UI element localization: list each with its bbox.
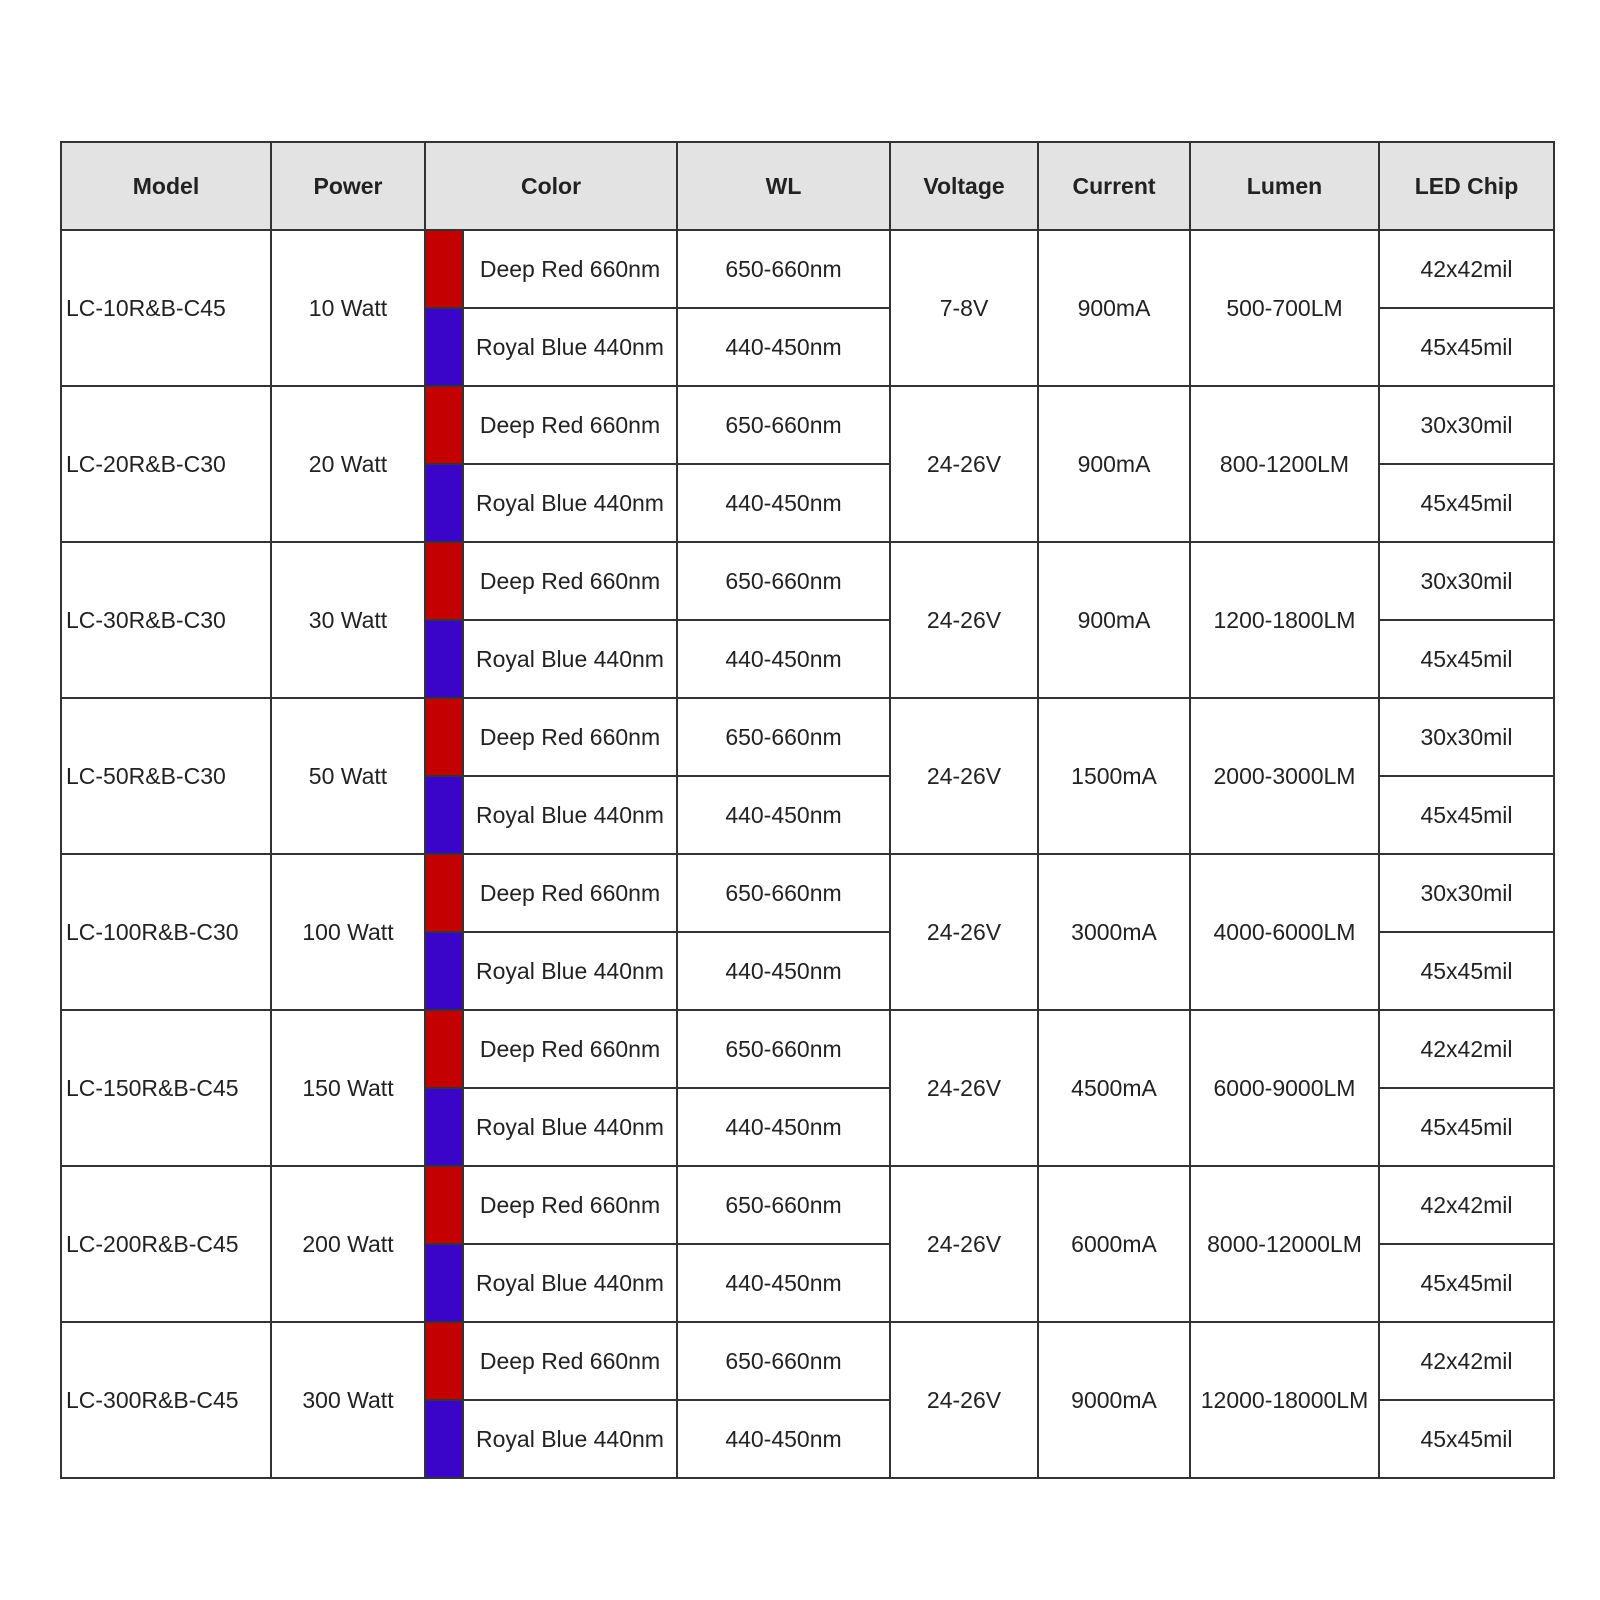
model-cell: LC-100R&B-C30 (61, 854, 271, 1010)
led-chip-cell: 30x30mil (1379, 542, 1554, 620)
wl-cell: 440-450nm (677, 776, 890, 854)
led-chip-cell: 42x42mil (1379, 1010, 1554, 1088)
power-cell: 300 Watt (271, 1322, 425, 1478)
led-chip-cell: 45x45mil (1379, 776, 1554, 854)
table-row (61, 1166, 1554, 1244)
model-cell: LC-10R&B-C45 (61, 230, 271, 386)
led-chip-cell: 30x30mil (1379, 698, 1554, 776)
voltage-cell: 7-8V (890, 230, 1038, 386)
power-cell: 100 Watt (271, 854, 425, 1010)
led-chip-cell: 30x30mil (1379, 386, 1554, 464)
royal-blue-swatch (425, 308, 463, 386)
wl-cell: 650-660nm (677, 854, 890, 932)
header-row (61, 142, 1554, 230)
wl-cell: 650-660nm (677, 698, 890, 776)
led-chip-cell: 30x30mil (1379, 854, 1554, 932)
color-cell: Royal Blue 440nm (463, 464, 677, 542)
color-cell: Royal Blue 440nm (463, 776, 677, 854)
royal-blue-swatch (425, 620, 463, 698)
color-cell: Royal Blue 440nm (463, 932, 677, 1010)
led-chip-cell: 45x45mil (1379, 932, 1554, 1010)
voltage-cell: 24-26V (890, 386, 1038, 542)
wl-cell: 440-450nm (677, 1088, 890, 1166)
color-cell: Deep Red 660nm (463, 1010, 677, 1088)
header-power: Power (271, 142, 425, 230)
voltage-cell: 24-26V (890, 1322, 1038, 1478)
deep-red-swatch (425, 698, 463, 776)
color-cell: Royal Blue 440nm (463, 1400, 677, 1478)
voltage-cell: 24-26V (890, 542, 1038, 698)
wl-cell: 650-660nm (677, 1010, 890, 1088)
royal-blue-swatch (425, 1400, 463, 1478)
lumen-cell: 6000-9000LM (1190, 1010, 1379, 1166)
lumen-cell: 2000-3000LM (1190, 698, 1379, 854)
wl-cell: 650-660nm (677, 386, 890, 464)
power-cell: 30 Watt (271, 542, 425, 698)
royal-blue-swatch (425, 1244, 463, 1322)
royal-blue-swatch (425, 1088, 463, 1166)
color-cell: Deep Red 660nm (463, 698, 677, 776)
wl-cell: 440-450nm (677, 308, 890, 386)
deep-red-swatch (425, 854, 463, 932)
lumen-cell: 12000-18000LM (1190, 1322, 1379, 1478)
color-cell: Royal Blue 440nm (463, 1244, 677, 1322)
table-row (61, 698, 1554, 776)
royal-blue-swatch (425, 464, 463, 542)
color-cell: Royal Blue 440nm (463, 308, 677, 386)
current-cell: 900mA (1038, 230, 1190, 386)
current-cell: 1500mA (1038, 698, 1190, 854)
led-chip-cell: 42x42mil (1379, 230, 1554, 308)
wl-cell: 650-660nm (677, 1166, 890, 1244)
led-chip-cell: 45x45mil (1379, 1088, 1554, 1166)
color-cell: Deep Red 660nm (463, 542, 677, 620)
header-current: Current (1038, 142, 1190, 230)
header-wl: WL (677, 142, 890, 230)
led-chip-cell: 42x42mil (1379, 1166, 1554, 1244)
model-cell: LC-20R&B-C30 (61, 386, 271, 542)
lumen-cell: 500-700LM (1190, 230, 1379, 386)
model-cell: LC-200R&B-C45 (61, 1166, 271, 1322)
table-row (61, 854, 1554, 932)
wl-cell: 650-660nm (677, 230, 890, 308)
current-cell: 9000mA (1038, 1322, 1190, 1478)
led-chip-cell: 45x45mil (1379, 620, 1554, 698)
color-cell: Deep Red 660nm (463, 386, 677, 464)
deep-red-swatch (425, 542, 463, 620)
power-cell: 200 Watt (271, 1166, 425, 1322)
spec-table (60, 141, 1555, 1479)
current-cell: 900mA (1038, 542, 1190, 698)
deep-red-swatch (425, 386, 463, 464)
color-cell: Royal Blue 440nm (463, 1088, 677, 1166)
led-chip-cell: 42x42mil (1379, 1322, 1554, 1400)
current-cell: 6000mA (1038, 1166, 1190, 1322)
wl-cell: 650-660nm (677, 542, 890, 620)
color-cell: Deep Red 660nm (463, 854, 677, 932)
header-lumen: Lumen (1190, 142, 1379, 230)
led-chip-cell: 45x45mil (1379, 1244, 1554, 1322)
led-chip-cell: 45x45mil (1379, 1400, 1554, 1478)
header-voltage: Voltage (890, 142, 1038, 230)
model-cell: LC-300R&B-C45 (61, 1322, 271, 1478)
voltage-cell: 24-26V (890, 1166, 1038, 1322)
voltage-cell: 24-26V (890, 698, 1038, 854)
royal-blue-swatch (425, 932, 463, 1010)
wl-cell: 650-660nm (677, 1322, 890, 1400)
voltage-cell: 24-26V (890, 1010, 1038, 1166)
lumen-cell: 4000-6000LM (1190, 854, 1379, 1010)
table-row (61, 542, 1554, 620)
lumen-cell: 8000-12000LM (1190, 1166, 1379, 1322)
color-cell: Deep Red 660nm (463, 230, 677, 308)
header-led-chip: LED Chip (1379, 142, 1554, 230)
current-cell: 900mA (1038, 386, 1190, 542)
deep-red-swatch (425, 230, 463, 308)
model-cell: LC-30R&B-C30 (61, 542, 271, 698)
lumen-cell: 800-1200LM (1190, 386, 1379, 542)
deep-red-swatch (425, 1322, 463, 1400)
power-cell: 20 Watt (271, 386, 425, 542)
led-chip-cell: 45x45mil (1379, 308, 1554, 386)
color-cell: Royal Blue 440nm (463, 620, 677, 698)
wl-cell: 440-450nm (677, 464, 890, 542)
voltage-cell: 24-26V (890, 854, 1038, 1010)
model-cell: LC-50R&B-C30 (61, 698, 271, 854)
current-cell: 3000mA (1038, 854, 1190, 1010)
current-cell: 4500mA (1038, 1010, 1190, 1166)
power-cell: 50 Watt (271, 698, 425, 854)
wl-cell: 440-450nm (677, 1244, 890, 1322)
table-row (61, 386, 1554, 464)
power-cell: 150 Watt (271, 1010, 425, 1166)
deep-red-swatch (425, 1166, 463, 1244)
model-cell: LC-150R&B-C45 (61, 1010, 271, 1166)
wl-cell: 440-450nm (677, 932, 890, 1010)
wl-cell: 440-450nm (677, 1400, 890, 1478)
power-cell: 10 Watt (271, 230, 425, 386)
spec-table-body (61, 230, 1554, 1478)
table-row (61, 1010, 1554, 1088)
lumen-cell: 1200-1800LM (1190, 542, 1379, 698)
led-chip-cell: 45x45mil (1379, 464, 1554, 542)
table-row (61, 230, 1554, 308)
wl-cell: 440-450nm (677, 620, 890, 698)
color-cell: Deep Red 660nm (463, 1166, 677, 1244)
royal-blue-swatch (425, 776, 463, 854)
color-cell: Deep Red 660nm (463, 1322, 677, 1400)
table-row (61, 1322, 1554, 1400)
deep-red-swatch (425, 1010, 463, 1088)
header-model: Model (61, 142, 271, 230)
header-color: Color (425, 142, 677, 230)
